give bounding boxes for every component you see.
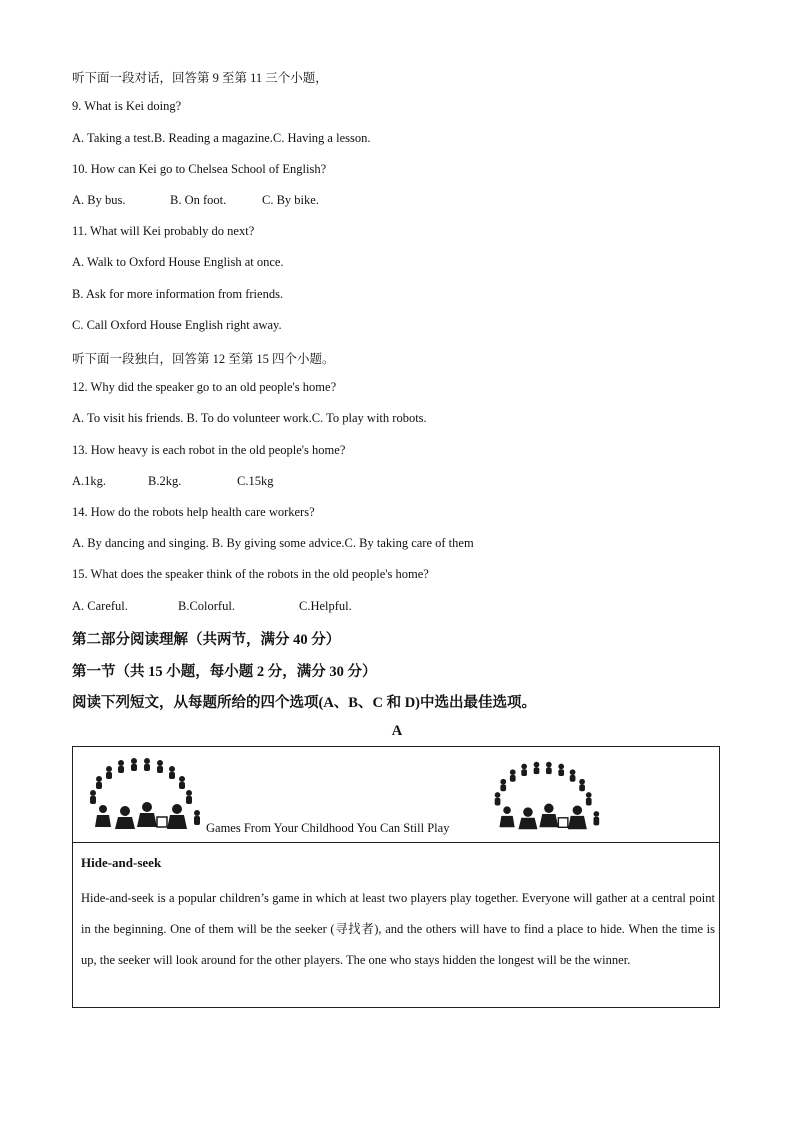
question-10: 10. How can Kei go to Chelsea School of English? [72,162,327,176]
question-15: 15. What does the speaker think of the robots in the old people's home? [72,567,429,581]
part2-instruction: 阅读下列短文，从每题所给的四个选项(A、B、C 和 D)中选出最佳选项。 [72,695,536,711]
question-14-options: A. By dancing and singing. B. By giving some advice.C. By taking care of them [72,536,474,550]
question-12: 12. Why did the speaker go to an old people's home? [72,380,337,394]
option-a: A.1kg. [72,474,107,488]
section-intro-12-15: 听下面一段独白，回答第 12 至第 15 四个小题。 [72,352,335,366]
question-9-options: A. Taking a test.B. Reading a magazine.C. Having a lesson. [72,131,371,145]
option-b: B.Colorful. [178,599,235,613]
passage-label: A [391,723,403,739]
passage-header [73,747,719,843]
section-intro-9-11: 听下面一段对话，回答第 9 至第 11 三个小题， [72,71,328,85]
option-c: C.15kg [237,474,274,488]
children-playing-illustration-right [483,757,609,833]
option-b: B. On foot. [170,193,227,207]
question-15-options [72,599,352,614]
question-11-option-a: A. Walk to Oxford House English at once. [72,255,284,269]
option-c: C. By bike. [262,193,319,207]
question-11-option-c: C. Call Oxford House English right away. [72,318,282,332]
option-c: C.Helpful. [299,599,352,613]
question-13-options [72,474,273,489]
option-b: B.2kg. [148,474,182,488]
option-a: A. By bus. [72,193,126,207]
passage-title: Games From Your Childhood You Can Still Play [206,821,450,835]
part2-subheading: 第一节（共 15 小题，每小题 2 分，满分 30 分） [72,664,377,680]
passage-body: Hide-and-seek is a popular children’s game in which at least two players play together. Everyone will gather at a central point in the beginning. One of them will be the seeker (寻找者), and the others will have to find a place to hide. When the time is up, the seeker will look around for the other players. The one who stays hidden the longest will be the winner. [81,891,715,967]
question-11-option-b: B. Ask for more information from friends. [72,287,284,301]
passage-box [72,746,720,1008]
option-a: A. Careful. [72,599,128,613]
question-11: 11. What will Kei probably do next? [72,224,255,238]
question-12-options: A. To visit his friends. B. To do volunteer work.C. To play with robots. [72,411,427,425]
part2-heading: 第二部分阅读理解（共两节，满分 40 分） [72,632,341,648]
children-playing-illustration-left [81,753,207,833]
question-13: 13. How heavy is each robot in the old people's home? [72,443,346,457]
passage-subtitle: Hide-and-seek [81,855,162,870]
question-14: 14. How do the robots help health care workers? [72,505,315,519]
question-10-options [72,193,319,208]
question-9: 9. What is Kei doing? [72,99,182,113]
